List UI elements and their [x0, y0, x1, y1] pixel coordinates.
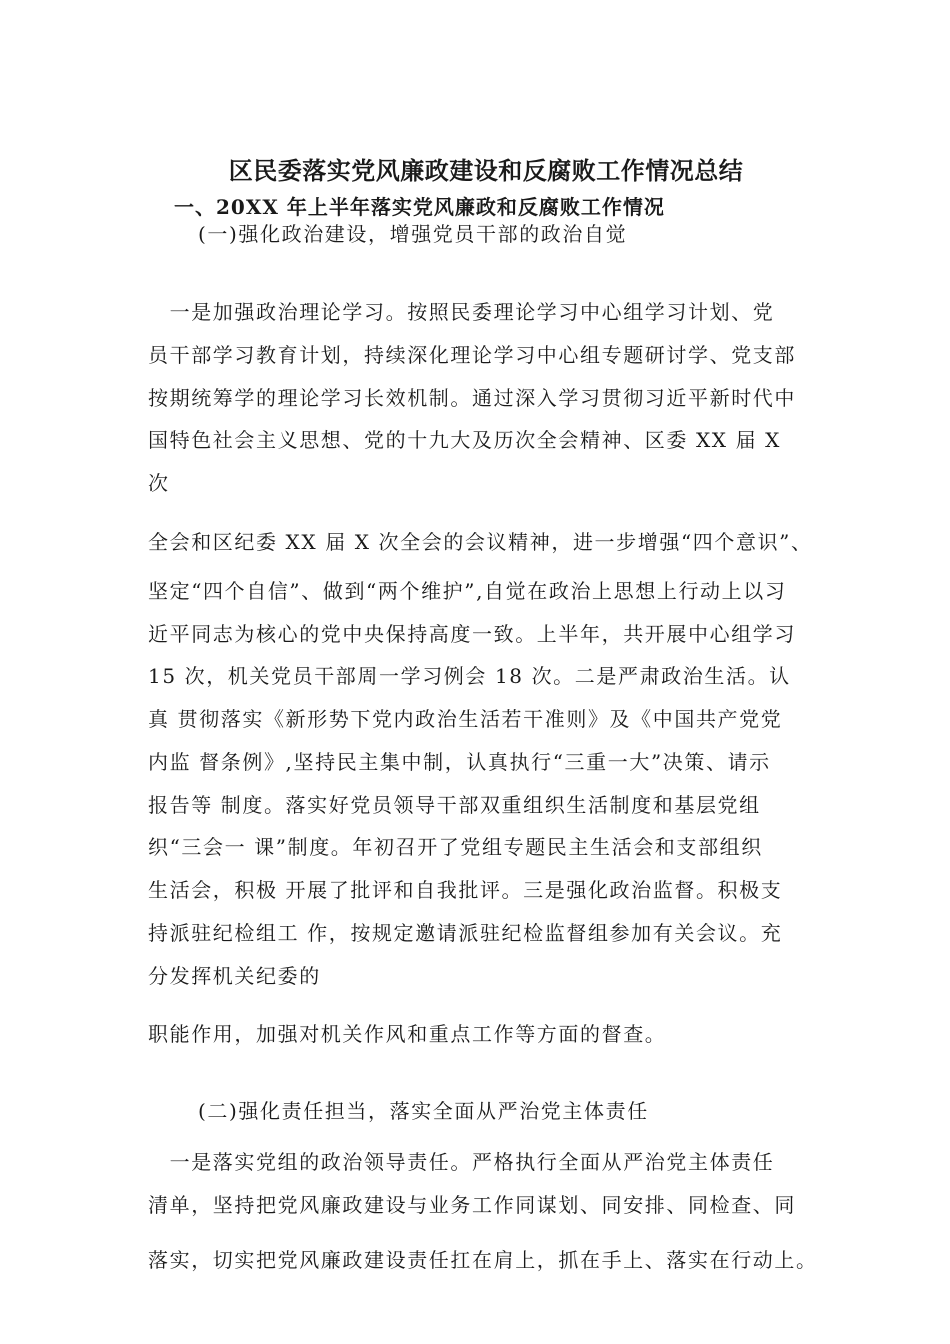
paragraph-line: 15 次，机关党员干部周一学习例会 18 次。二是严肃政治生活。认 [148, 664, 791, 688]
paragraph-line: 报告等 制度。落实好党员领导干部双重组织生活制度和基层党组 [148, 793, 761, 817]
paragraph-line: 生活会，积极 开展了批评和自我批评。三是强化政治监督。积极支 [148, 878, 783, 902]
paragraph-line: 职能作用，加强对机关作风和重点工作等方面的督查。 [148, 1022, 667, 1046]
subheading-1: (一)强化政治建设，增强党员干部的政治自觉 [198, 222, 628, 246]
paragraph-line: 全会和区纪委 XX 届 X 次全会的会议精神，进一步增强“四个意识”、 [148, 530, 813, 554]
section-heading: 一、20XX 年上半年落实党风廉政和反腐败工作情况 [174, 195, 665, 219]
paragraph-line: 落实，切实把党风廉政建设责任扛在肩上，抓在手上、落实在行动上。 [148, 1248, 818, 1272]
paragraph-line: 员干部学习教育计划，持续深化理论学习中心组专题研讨学、党支部 [148, 343, 796, 367]
paragraph-line: 织“三会一 课”制度。年初召开了党组专题民主生活会和支部组织 [148, 835, 763, 859]
paragraph-line: 次 [148, 471, 170, 495]
paragraph-line: 内监 督条例》,坚持民主集中制，认真执行“三重一大”决策、请示 [148, 750, 771, 774]
paragraph-line: 一是加强政治理论学习。按照民委理论学习中心组学习计划、党 [148, 300, 775, 324]
document-title: 区民委落实党风廉政建设和反腐败工作情况总结 [228, 157, 744, 185]
paragraph-line: 清单，坚持把党风廉政建设与业务工作同谋划、同安排、同检查、同 [148, 1193, 796, 1217]
paragraph-line: 一是落实党组的政治领导责任。严格执行全面从严治党主体责任 [148, 1150, 775, 1174]
paragraph-line: 持派驻纪检组工 作，按规定邀请派驻纪检监督组参加有关会议。充 [148, 921, 783, 945]
subheading-2: (二)强化责任担当，落实全面从严治党主体责任 [198, 1099, 649, 1123]
paragraph-line: 分发挥机关纪委的 [148, 964, 321, 988]
paragraph-line: 坚定“四个自信”、做到“两个维护”,自觉在政治上思想上行动上以习 [148, 579, 787, 603]
paragraph-line: 国特色社会主义思想、党的十九大及历次全会精神、区委 XX 届 X [148, 428, 781, 452]
paragraph-line: 按期统筹学的理论学习长效机制。通过深入学习贯彻习近平新时代中 [148, 386, 796, 410]
paragraph-line: 真 贯彻落实《新形势下党内政治生活若干准则》及《中国共产党党 [148, 707, 783, 731]
paragraph-line: 近平同志为核心的党中央保持高度一致。上半年，共开展中心组学习 [148, 622, 796, 646]
